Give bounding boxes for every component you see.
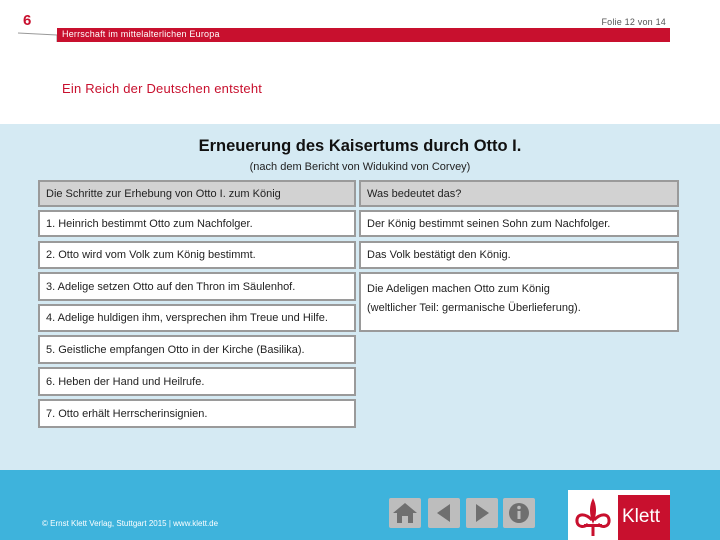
table-step-cell: 7. Otto erhält Herrscherinsignien. [38, 399, 356, 428]
klett-wordmark: Klett [622, 506, 661, 527]
table-header-steps: Die Schritte zur Erhebung von Otto I. zum König [38, 180, 356, 207]
table-step-cell: 4. Adelige huldigen ihm, versprechen ihm Treue und Hilfe. [38, 304, 356, 332]
slide-counter: Folie 12 von 14 [601, 17, 666, 27]
meaning-line: Die Adeligen machen Otto zum König [367, 283, 550, 295]
info-button[interactable] [503, 498, 535, 528]
klett-logo[interactable] [568, 490, 670, 540]
klett-lily-icon [568, 490, 618, 540]
table-meaning-cell: Der König bestimmt seinen Sohn zum Nachfolger. [359, 210, 679, 237]
table-meaning-cell [359, 272, 679, 332]
back-icon [428, 498, 460, 528]
home-button[interactable] [389, 498, 421, 528]
table-meaning-cell: Das Volk bestätigt den König. [359, 241, 679, 269]
info-icon [503, 498, 535, 528]
klett-wordmark-box [618, 495, 670, 540]
chapter-number: 6 [23, 12, 32, 29]
table-step-cell: 2. Otto wird vom Volk zum König bestimmt. [38, 241, 356, 269]
table-step-cell: 1. Heinrich bestimmt Otto zum Nachfolger. [38, 210, 356, 237]
forward-icon [466, 498, 498, 528]
sub-heading: (nach dem Bericht von Widukind von Corvey) [249, 161, 471, 173]
table-step-cell: 5. Geistliche empfangen Otto in der Kirche (Basilika). [38, 335, 356, 364]
table-step-cell: 6. Heben der Hand und Heilrufe. [38, 367, 356, 396]
table-step-cell: 3. Adelige setzen Otto auf den Thron im Säulenhof. [38, 272, 356, 301]
back-button[interactable] [428, 498, 460, 528]
footer [0, 470, 720, 540]
chapter-title: Herrschaft im mittelalterlichen Europa [62, 29, 220, 39]
forward-button[interactable] [466, 498, 498, 528]
meaning-line: (weltlicher Teil: germanische Überlieferung). [367, 302, 581, 314]
chapter-title-bar [57, 28, 670, 42]
home-icon [389, 498, 421, 528]
copyright-text: © Ernst Klett Verlag, Stuttgart 2015 | www.klett.de [42, 519, 219, 528]
main-heading: Erneuerung des Kaisertums durch Otto I. [198, 137, 522, 155]
table-header-meaning: Was bedeutet das? [359, 180, 679, 207]
content-area [0, 124, 720, 470]
slide-title: Ein Reich der Deutschen entsteht [62, 81, 263, 96]
